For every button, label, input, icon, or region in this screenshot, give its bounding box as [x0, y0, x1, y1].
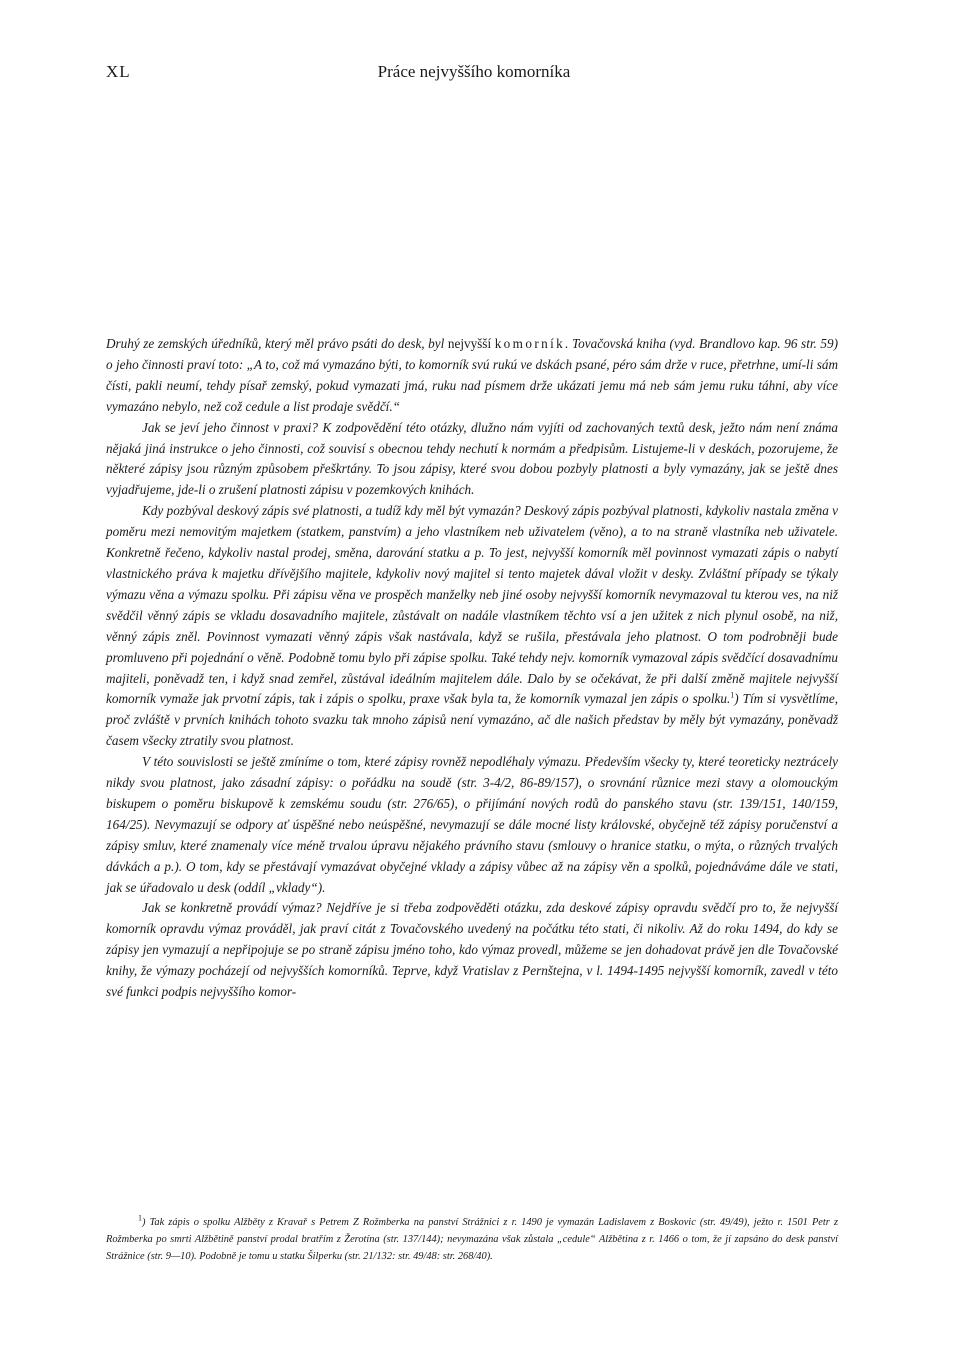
- paragraph: [106, 418, 838, 502]
- text-segment: nejvyšší: [447, 336, 495, 351]
- text-segment: ) Tím si vysvětlíme, proč zvláště v prvních knihách tohoto svazku tak mnoho zápisů není vymazáno, ač dle našich představ by měly být vymazány, poněvadž časem všecky ztratily svou platnost.: [106, 691, 839, 749]
- footnote-number: 1: [138, 1213, 142, 1223]
- text-segment: V této souvislosti se ještě zmíníme o tom, které zápisy rovněž nepodléhaly výmazu. Především všecky ty, které teoreticky neztrácely nikdy svou platnost, jako zásadní zápisy: o pořádku na soudě (str. 3-4/2, 86-89/157), o srovnání různice mezi stavy a olomouckým biskupem o poměru biskupově k zemskému soudu (str. 276/65), o přijímání nových rodů do panského stavu (str. 139/151, 140/159, 164/25). Nevymazují se odpory ať úspěšné nebo neúspěšné, nevymazují se dále mocné listy královské, obyčejně též zápisy poručenství a zápisy smluv, které znamenaly více méně trvalou úpravu nějakého právního stavu (smlouvy o hranice statku, o mýta, o různých trvalých dávkách a p.). O tom, kdy se přestávají vymazávat obyčejné vklady a zápisy vůbec až na zápisy věn a spolků, pojednáváme dále ve stati, jak se úřadovalo u desk (oddíl „vklady“).: [106, 754, 838, 895]
- paragraph: [106, 501, 838, 752]
- paragraph: [106, 752, 838, 898]
- paragraph: [106, 898, 838, 1003]
- footnote-marker: 1: [730, 691, 735, 701]
- body-text: [106, 334, 838, 1003]
- text-segment: Jak se konkretně provádí výmaz? Nejdříve je si třeba zodpověděti otázku, zda deskové zápisy opravdu svědčí pro to, že nejvyšší komorník opravdu výmaz prováděl, jak praví citát z Tovačovského uvedený na počátku této stati, či nikoliv. Až do roku 1494, do kdy se zápisy jen vymazují a nepřipojuje se po straně zápisu jméno toho, kdo výmaz provedl, můžeme se jen dohadovat právě jen dle Tovačovské knihy, že výmazy pocházejí od nejvyšších komorníků. Teprve, když Vratislav z Pernštejna, v l. 1494-1495 nejvyšší komorník, zavedl v této své funkci podpis nejvyššího komor-: [106, 900, 838, 1000]
- page-number: XL: [106, 62, 131, 81]
- text-segment: . Tovačovská kniha (vyd. Brandlovo kap. 96 str. 59) o jeho činnosti praví toto: „A to, což má vymazáno býti, to komorník svú rukú ve dskách psané, péro sám drže v ruce, přetrhne, umí-li sám čísti, pakli neumí, tehdy písař zemský, pokud vymazati jmá, ruku nad písmem drže ukázati jemu má neb sám jemu ruku táhni, aby více vymazáno nebylo, než což cedule a list prodaje svědčí.“: [106, 336, 838, 414]
- text-segment: komorník: [494, 336, 566, 351]
- footnote-text: ) Tak zápis o spolku Alžběty z Kravař s Petrem Z Rožmberka na panství Strážnici z r. 1490 je vymazán Ladislavem z Boskovic (str. 49/49), ježto r. 1501 Petr z Rožmberka po smrti Alžbětině panství prodal bratřím z Žerotína (str. 137/144); nevymazána však zůstala „cedule“ Alžbětina z r. 1466 o tom, že jí zapsáno do desk panství Strážnice (str. 9—10). Podobně je tomu u statku Šilperku (str. 21/132: str. 49/48: str. 268/40).: [106, 1217, 838, 1262]
- paragraph: [106, 334, 838, 418]
- text-segment: Kdy pozbýval deskový zápis své platnosti, a tudíž kdy měl být vymazán? Deskový zápis pozbýval platnosti, kdykoliv nastala změna v poměru mezi nemovitým majetkem (statkem, panstvím) a jeho vlastníkem neb uživatelem (věno), a to na straně vlastníka neb uživatele. Konkretně řečeno, kdykoliv nastal prodej, směna, darování statku a p. To jest, nejvyšší komorník měl povinnost vymazati zápis o nabytí vlastnického práva k majetku dřívějšího majitele, kdykoliv nový majitel si tento majetek dával vložit v desky. Zvláštní případy se týkaly výmazu věna a výmazu spolku. Při zápisu věna ve prospěch manželky neb jiné osoby nejvyšší komorník nevymazoval tu kterou ves, na niž svědčil věnný zápis se vkladu dosavadního majitele, zůstávalt on nadále vlastníkem těchto vsí a jen užitek z nich plynul osobě, na niž, věnný zápis zněl. Povinnost vymazati věnný zápis však nastávala, když se rušila, přestávala jeho platnost. O tom podrobněji bude promluveno při pojednání o věně. Podobně tomu bylo při zápise spolku. Také tehdy nejv. komorník vymazoval zápis svědčící dosavadnímu majiteli, poněvadž ten, i když snad zemřel, zůstával ideálním majitelem dále. Dalo by se očekávat, že při další změně majitele nejvyšší komorník vymaže jak prvotní zápis, tak i zápis o spolku, praxe však byla ta, že komorník vymazal jen zápis o spolku.: [106, 503, 838, 707]
- footnote: [106, 1214, 838, 1265]
- text-segment: Jak se jeví jeho činnost v praxi? K zodpovědění této otázky, dlužno nám vyjíti od zachovaných textů desk, ježto nám není známa nějaká jiná instrukce o jeho činnosti, což souvisí s obecnou tehdy nechutí k normám a předpisům. Listujeme-li v deskách, pozorujeme, že některé zápisy jsou různým způsobem přeškrtány. To jsou zápisy, které svou dobou pozbyly platnosti a byly vymazány, jak se ještě dnes vyjadřujeme, jde-li o zrušení platnosti zápisu v pozemkových knihách.: [106, 419, 838, 498]
- footnotes: [106, 1214, 838, 1265]
- text-segment: Druhý ze zemských úředníků, který měl právo psáti do desk, byl: [106, 336, 448, 351]
- page-header: [106, 62, 842, 86]
- running-title: Práce nejvyššího komorníka: [377, 62, 571, 81]
